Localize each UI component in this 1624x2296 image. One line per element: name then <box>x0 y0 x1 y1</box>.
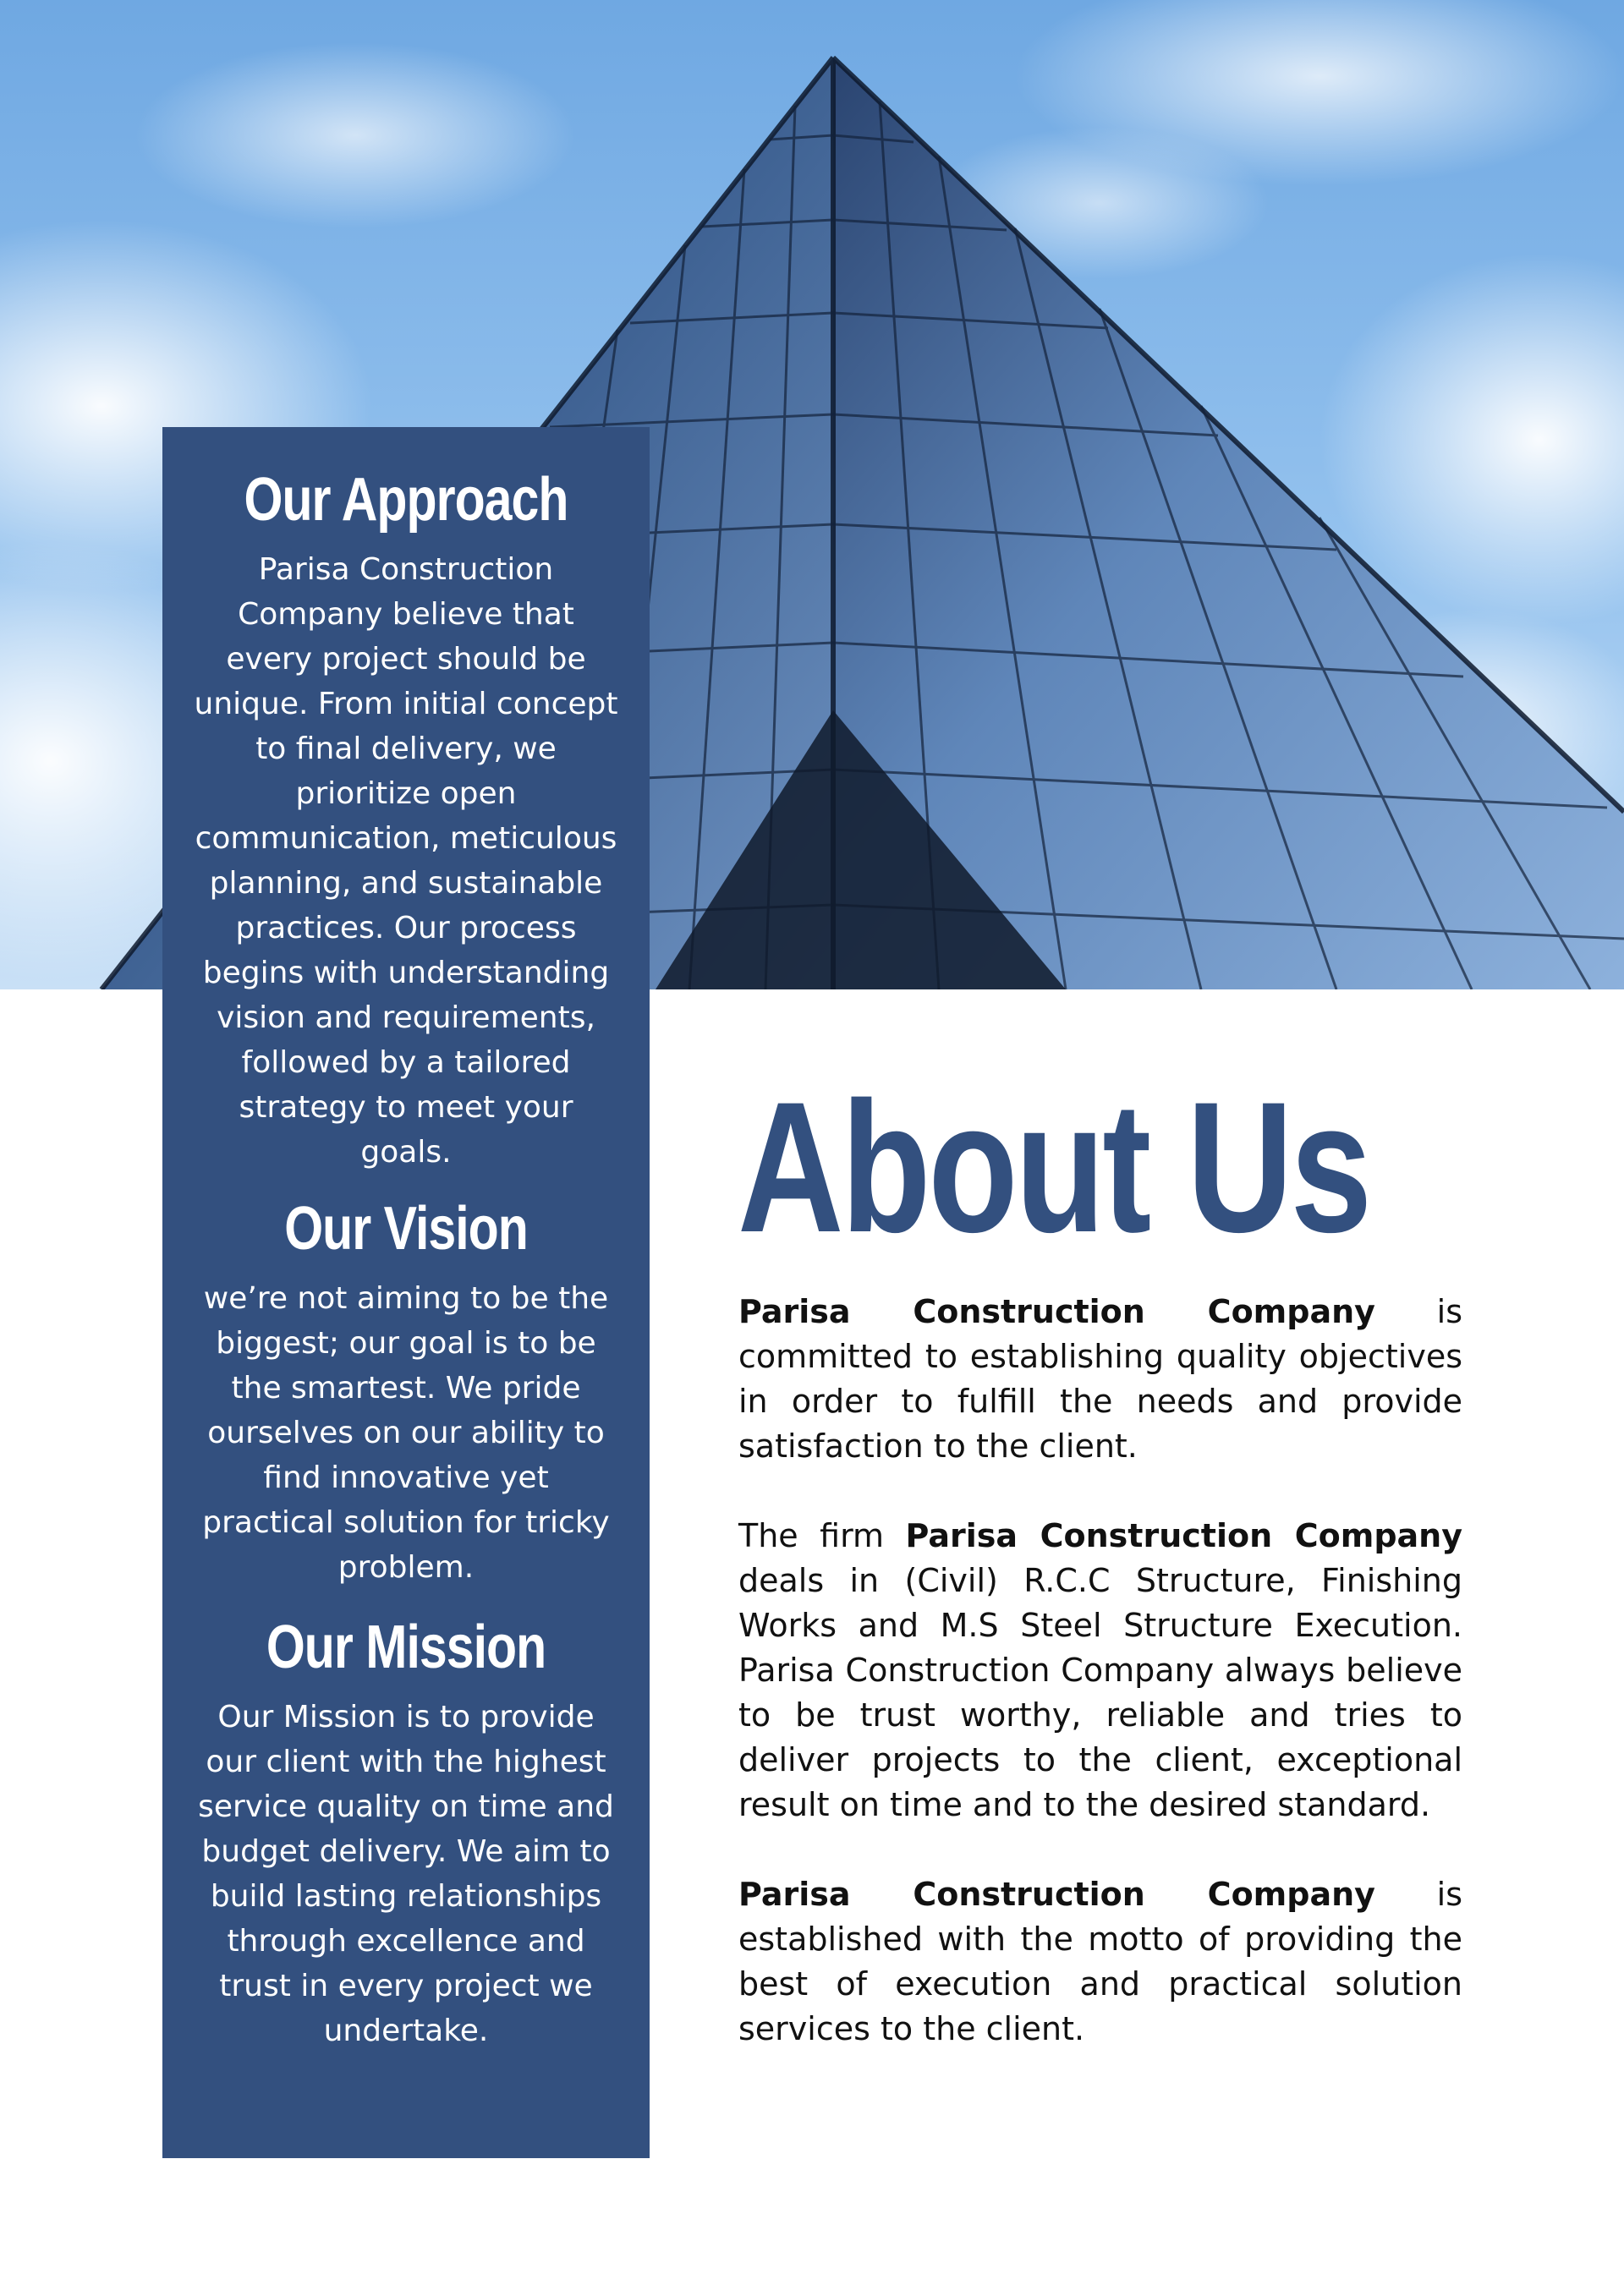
about-paragraph-2 <box>738 1514 1462 1827</box>
approach-text: Parisa Construction Company believe that every project should be unique. From initial concept to final delivery, we prioritize open communication, meticulous planning, and sustainable practices. Our process begins with understanding vision and requirements, followed by a tailored strategy to meet your goals. <box>194 552 618 1170</box>
approach-heading: Our Approach <box>244 466 568 534</box>
info-panel <box>162 427 650 2158</box>
about-paragraph-1 <box>738 1290 1462 1469</box>
vision-text: we’re not aiming to be the biggest; our goal is to be the smartest. We pride ourselves on our ability to find innovative yet practical solution for tricky problem. <box>202 1281 610 1585</box>
about-paragraph-1-rest: is committed to establishing quality objectives in order to fulfill the needs and provide satisfaction to the client. <box>738 1293 1463 1465</box>
company-name: Parisa Construction Company <box>738 1293 1375 1330</box>
mission-heading: Our Mission <box>266 1614 546 1681</box>
about-paragraph-2-rest: deals in (Civil) R.C.C Structure, Finishing Works and M.S Steel Structure Execution. Parisa Construction Company always believe to be trust worthy, reliable and tries to deliver projects to the client, exceptional result on time and to the desired standard. <box>738 1562 1462 1823</box>
about-us-title: About Us <box>738 1063 1370 1271</box>
mission-text: Our Mission is to provide our client with the highest service quality on time and budget delivery. We aim to build lasting relationships through excellence and trust in every project we undertake. <box>198 1700 614 2048</box>
company-name: Parisa Construction Company <box>905 1517 1462 1554</box>
about-paragraph-2-lead: The firm <box>738 1517 906 1554</box>
company-name: Parisa Construction Company <box>738 1876 1375 1913</box>
vision-heading: Our Vision <box>284 1195 528 1263</box>
about-us-body <box>738 1290 1462 2096</box>
about-paragraph-3 <box>738 1872 1462 2052</box>
about-paragraph-3-rest: is established with the motto of providing the best of execution and practical solution services to the client. <box>738 1876 1463 2047</box>
